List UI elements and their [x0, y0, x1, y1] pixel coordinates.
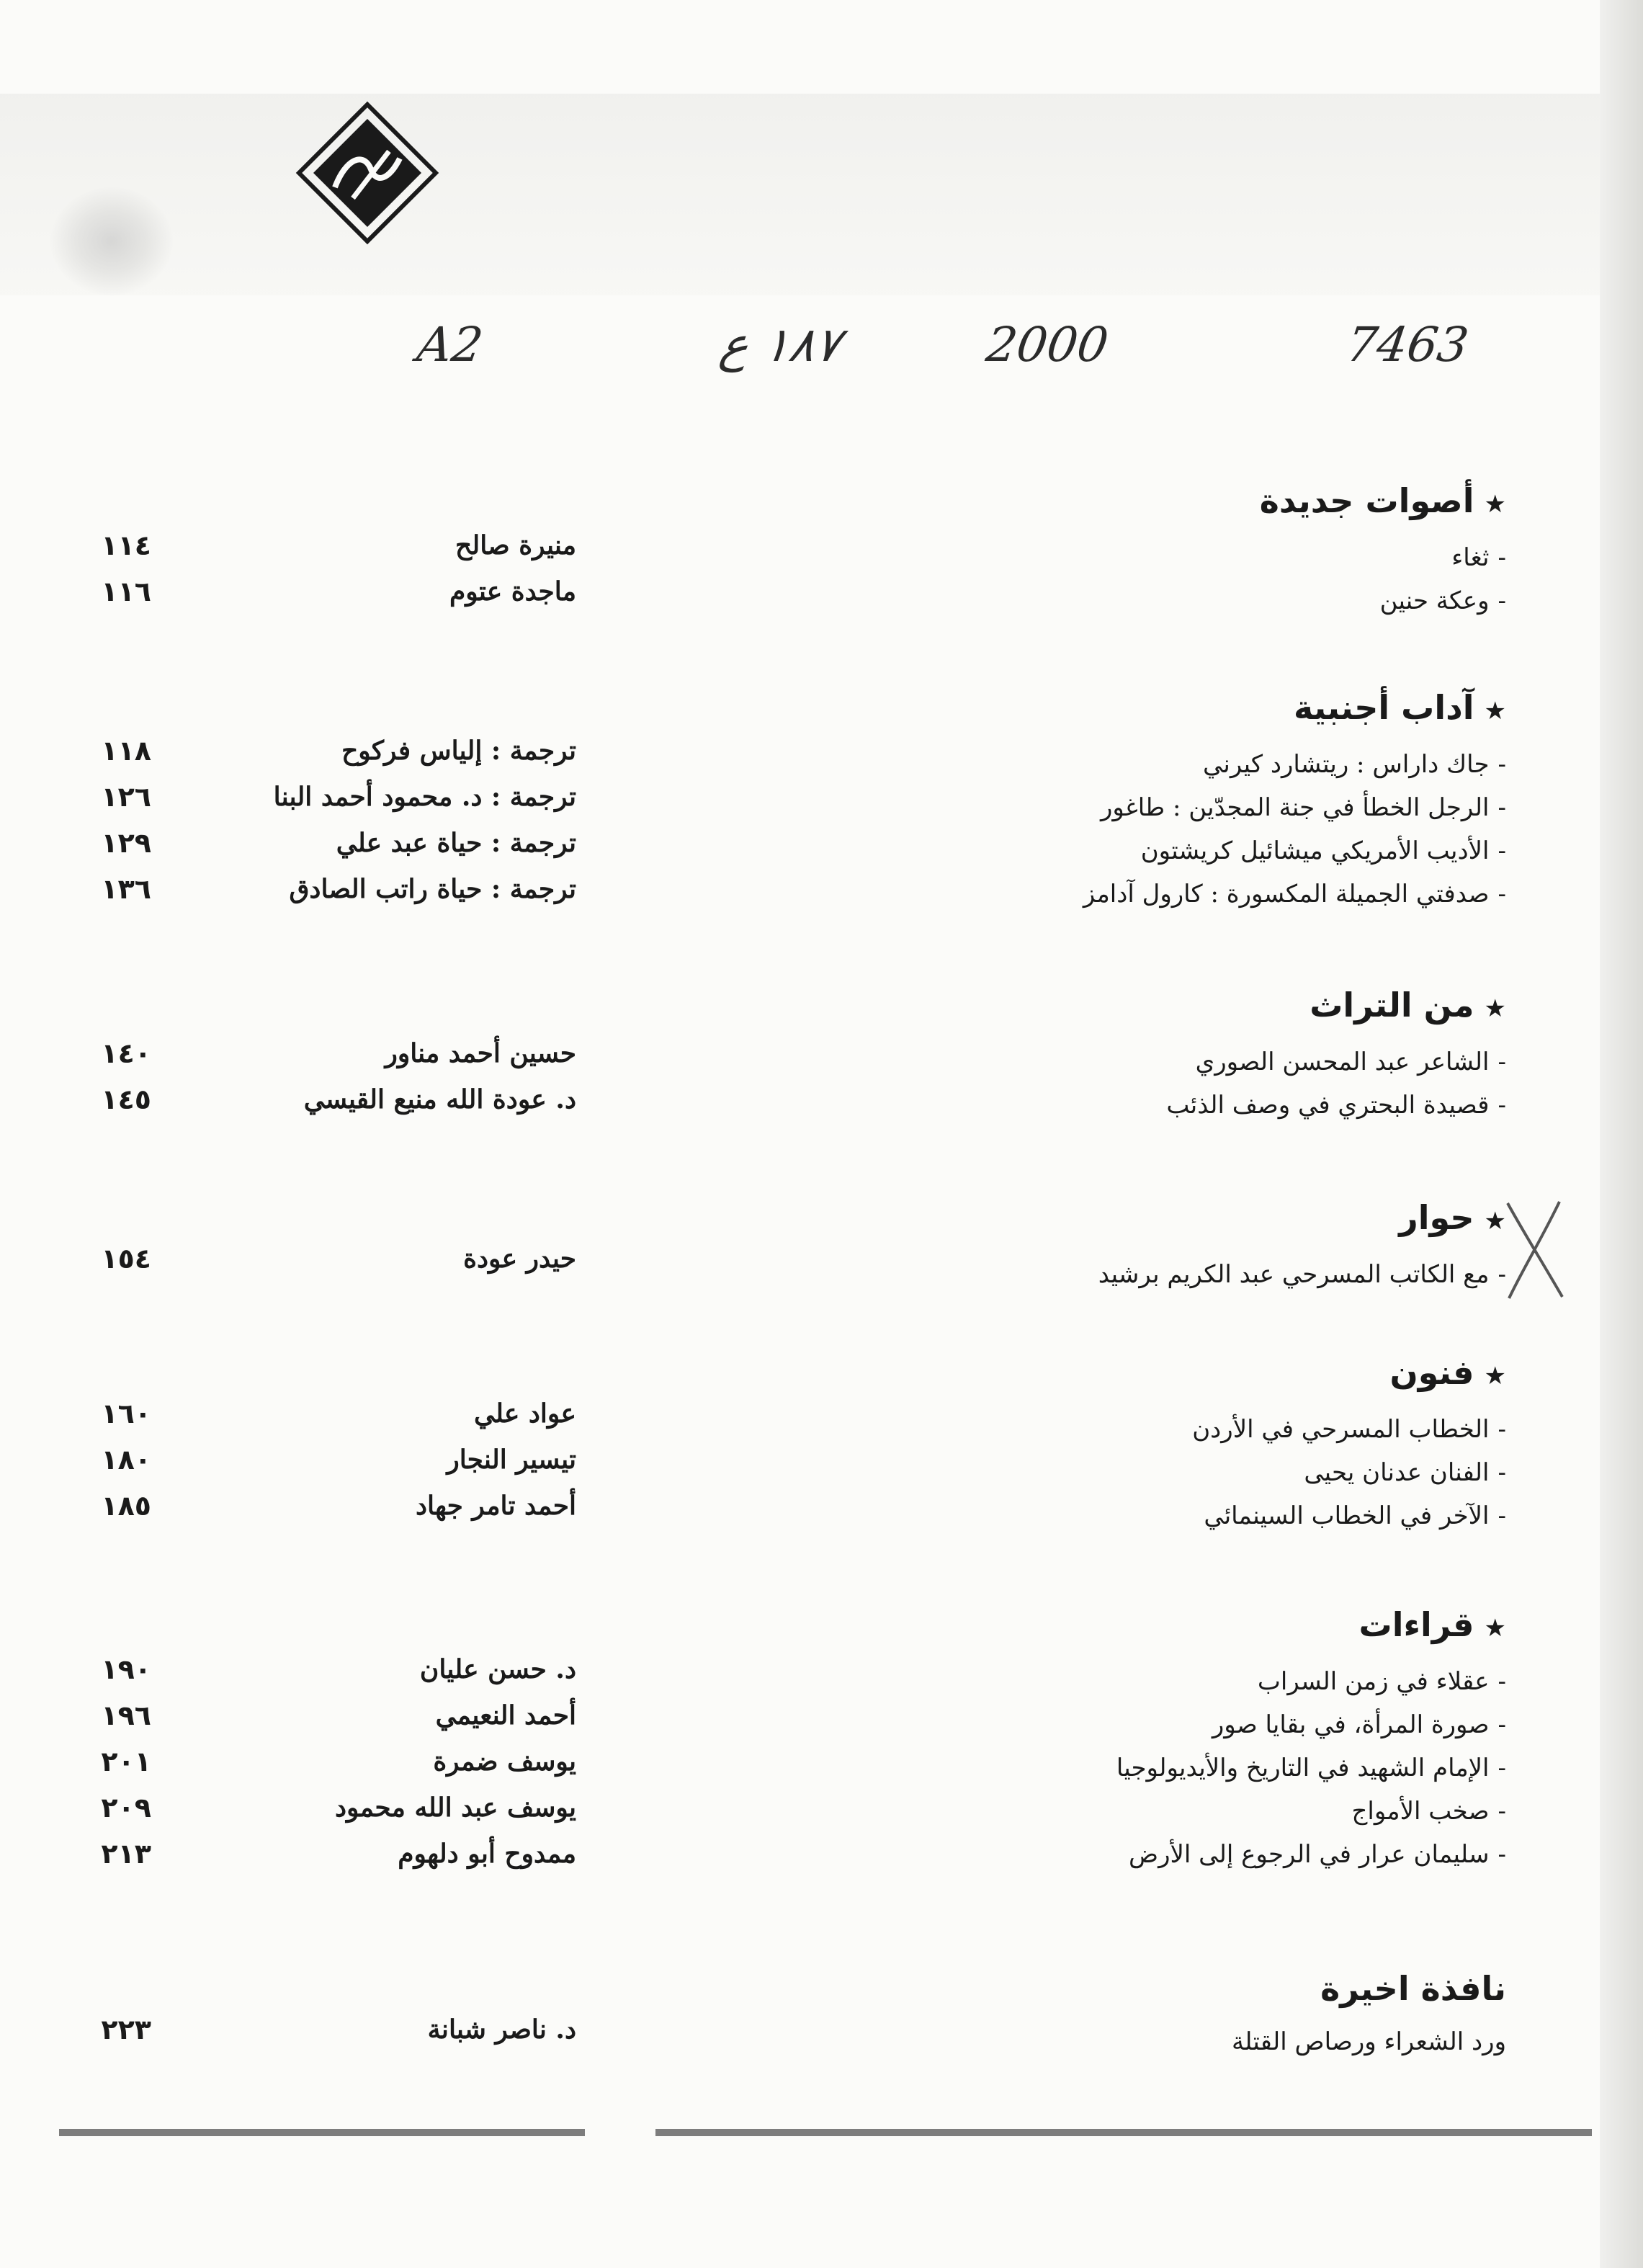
- author-row[interactable]: [72, 1831, 576, 1877]
- magazine-logo: [295, 101, 439, 245]
- toc-item[interactable]: -صدفتي الجميلة المكسورة : كارول آدامز: [1083, 880, 1506, 908]
- toc-item[interactable]: -صورة المرأة، في بقايا صور: [1212, 1710, 1506, 1739]
- toc-item[interactable]: -قصيدة البحتري في وصف الذئب: [1166, 1091, 1506, 1120]
- toc-item[interactable]: -الشاعر عبد المحسن الصوري: [1195, 1048, 1506, 1076]
- page-number: ١٥٤: [101, 1243, 151, 1274]
- toc-item[interactable]: -الآخر في الخطاب السينمائي: [1204, 1501, 1506, 1530]
- page-number: ١٢٦: [101, 781, 151, 813]
- author-row[interactable]: [72, 820, 576, 866]
- handwritten-note: 2000: [982, 317, 1112, 372]
- author-name: ماجدة عتوم: [449, 576, 576, 607]
- page-number: ١٦٠: [101, 1398, 151, 1429]
- section-readings: ★قراءات -عقلاء في زمن السراب -صورة المرأة، في بقايا صور -الإمام الشهيد في التاريخ والأيديولوجيا -صخب الأمواج -سليمان عرار في الرجوع إلى الأرض: [1116, 1603, 1506, 1876]
- star-icon: ★: [1484, 697, 1506, 726]
- section-foreign-literature: ★آداب أجنبية -جاك داراس : ريتشارد كيرني -الرجل الخطأ في جنة المجدّين : طاغور -الأديب الأمريكي ميشائيل كريشتون -صدفتي الجميلة المكسورة : كارول آدامز: [1083, 686, 1506, 916]
- author-row[interactable]: [72, 1646, 576, 1692]
- page-number: ١٢٩: [101, 827, 151, 859]
- page-number: ١١٤: [101, 530, 151, 561]
- toc-item[interactable]: ورد الشعراء ورصاص القتلة: [1231, 2027, 1506, 2056]
- section-new-voices: ★أصوات جديدة -ثغاء -وعكة حنين: [1260, 479, 1506, 622]
- handwritten-note: 7463: [1343, 317, 1472, 372]
- page-number: ١٤٥: [101, 1084, 151, 1115]
- author-group: [72, 1646, 576, 1877]
- star-icon: ★: [1484, 1362, 1506, 1390]
- handwritten-note: ١٨٧ ع: [716, 317, 845, 372]
- star-icon: ★: [1484, 994, 1506, 1023]
- author-row[interactable]: [72, 522, 576, 568]
- page-number: ١٩٦: [101, 1700, 151, 1731]
- page-number: ٢٠١: [101, 1746, 151, 1777]
- author-name: حيدر عودة: [463, 1244, 576, 1274]
- toc-item[interactable]: -جاك داراس : ريتشارد كيرني: [1203, 750, 1506, 779]
- toc-item[interactable]: -صخب الأمواج: [1351, 1797, 1506, 1826]
- author-row[interactable]: [72, 866, 576, 912]
- author-name: حسين أحمد مناور: [385, 1038, 576, 1068]
- section-interview: ★حوار -مع الكاتب المسرحي عبد الكريم برشيد: [1098, 1196, 1506, 1296]
- toc-item[interactable]: -سليمان عرار في الرجوع إلى الأرض: [1129, 1840, 1506, 1869]
- star-icon: ★: [1484, 1207, 1506, 1236]
- author-group: [72, 1390, 576, 1529]
- toc-item[interactable]: -الخطاب المسرحي في الأردن: [1192, 1415, 1506, 1444]
- author-name: ممدوح أبو دلهوم: [398, 1839, 576, 1869]
- toc-item[interactable]: -الرجل الخطأ في جنة المجدّين : طاغور: [1100, 793, 1506, 822]
- bottom-rule-left: [59, 2129, 585, 2136]
- toc-item[interactable]: -الفنان عدنان يحيى: [1304, 1458, 1506, 1487]
- star-icon: ★: [1484, 1614, 1506, 1643]
- section-last-window: نافذة اخيرة ورد الشعراء ورصاص القتلة: [1232, 1967, 1506, 2063]
- author-group: [72, 1236, 576, 1282]
- toc-item[interactable]: -الإمام الشهيد في التاريخ والأيديولوجيا: [1116, 1754, 1506, 1782]
- author-row[interactable]: [72, 568, 576, 615]
- page-number: ١٩٠: [101, 1653, 151, 1685]
- page-number: ١١٨: [101, 735, 151, 767]
- author-name: ترجمة : حياة عبد علي: [336, 828, 576, 858]
- author-group: [72, 1030, 576, 1122]
- author-group: [72, 522, 576, 615]
- section-arts: ★فنون -الخطاب المسرحي في الأردن -الفنان عدنان يحيى -الآخر في الخطاب السينمائي: [1192, 1351, 1506, 1537]
- toc-item[interactable]: -الأديب الأمريكي ميشائيل كريشتون: [1140, 836, 1506, 865]
- bleed-through-band: [0, 94, 1606, 295]
- handwritten-note: A2: [413, 317, 487, 372]
- author-row[interactable]: [72, 774, 576, 820]
- author-row[interactable]: [72, 1030, 576, 1076]
- author-row[interactable]: [72, 1483, 576, 1529]
- page-number: ٢٠٩: [101, 1792, 151, 1823]
- author-name: أحمد النعيمي: [435, 1700, 576, 1731]
- pencil-cross-mark: [1502, 1189, 1567, 1304]
- author-row[interactable]: [72, 1236, 576, 1282]
- author-name: ترجمة : حياة راتب الصادق: [289, 874, 576, 904]
- star-icon: ★: [1484, 490, 1506, 519]
- author-row[interactable]: [72, 2006, 576, 2053]
- author-name: منيرة صالح: [455, 530, 576, 561]
- author-name: تيسير النجار: [447, 1445, 576, 1475]
- toc-item[interactable]: -مع الكاتب المسرحي عبد الكريم برشيد: [1098, 1260, 1506, 1289]
- author-name: د. حسن عليان: [419, 1654, 576, 1684]
- author-row[interactable]: [72, 1738, 576, 1785]
- page-number: ١٣٦: [101, 873, 151, 905]
- toc-item[interactable]: -ثغاء: [1451, 543, 1506, 572]
- page-number: ١٨٠: [101, 1444, 151, 1475]
- author-row[interactable]: [72, 1785, 576, 1831]
- page-number: ١١٦: [101, 576, 151, 607]
- author-row[interactable]: [72, 1692, 576, 1738]
- author-group: [72, 728, 576, 912]
- author-row[interactable]: [72, 1390, 576, 1437]
- author-name: ترجمة : د. محمود أحمد البنا: [273, 782, 576, 812]
- author-row[interactable]: [72, 1076, 576, 1122]
- author-name: يوسف عبد الله محمود: [334, 1792, 576, 1823]
- author-name: د. عودة الله منيع القيسي: [303, 1084, 576, 1115]
- toc-item[interactable]: -عقلاء في زمن السراب: [1257, 1667, 1506, 1696]
- page-number: ٢٢٣: [101, 2014, 151, 2045]
- bottom-rule-right: [655, 2129, 1592, 2136]
- page-edge-shadow: [1600, 0, 1643, 2268]
- author-group: [72, 2006, 576, 2053]
- author-name: د. ناصر شبانة: [427, 2014, 576, 2045]
- author-name: عواد علي: [473, 1398, 576, 1429]
- author-row[interactable]: [72, 728, 576, 774]
- page-number: ٢١٣: [101, 1838, 151, 1870]
- author-row[interactable]: [72, 1437, 576, 1483]
- page-number: ١٤٠: [101, 1037, 151, 1069]
- author-name: ترجمة : إلياس فركوح: [341, 736, 576, 766]
- page-number: ١٨٥: [101, 1490, 151, 1522]
- paper-stain: [50, 187, 173, 295]
- section-heritage: ★من التراث -الشاعر عبد المحسن الصوري -قصيدة البحتري في وصف الذئب: [1166, 983, 1506, 1127]
- toc-item[interactable]: -وعكة حنين: [1379, 586, 1506, 615]
- author-name: أحمد تامر جهاد: [415, 1491, 576, 1521]
- author-name: يوسف ضمرة: [433, 1746, 576, 1777]
